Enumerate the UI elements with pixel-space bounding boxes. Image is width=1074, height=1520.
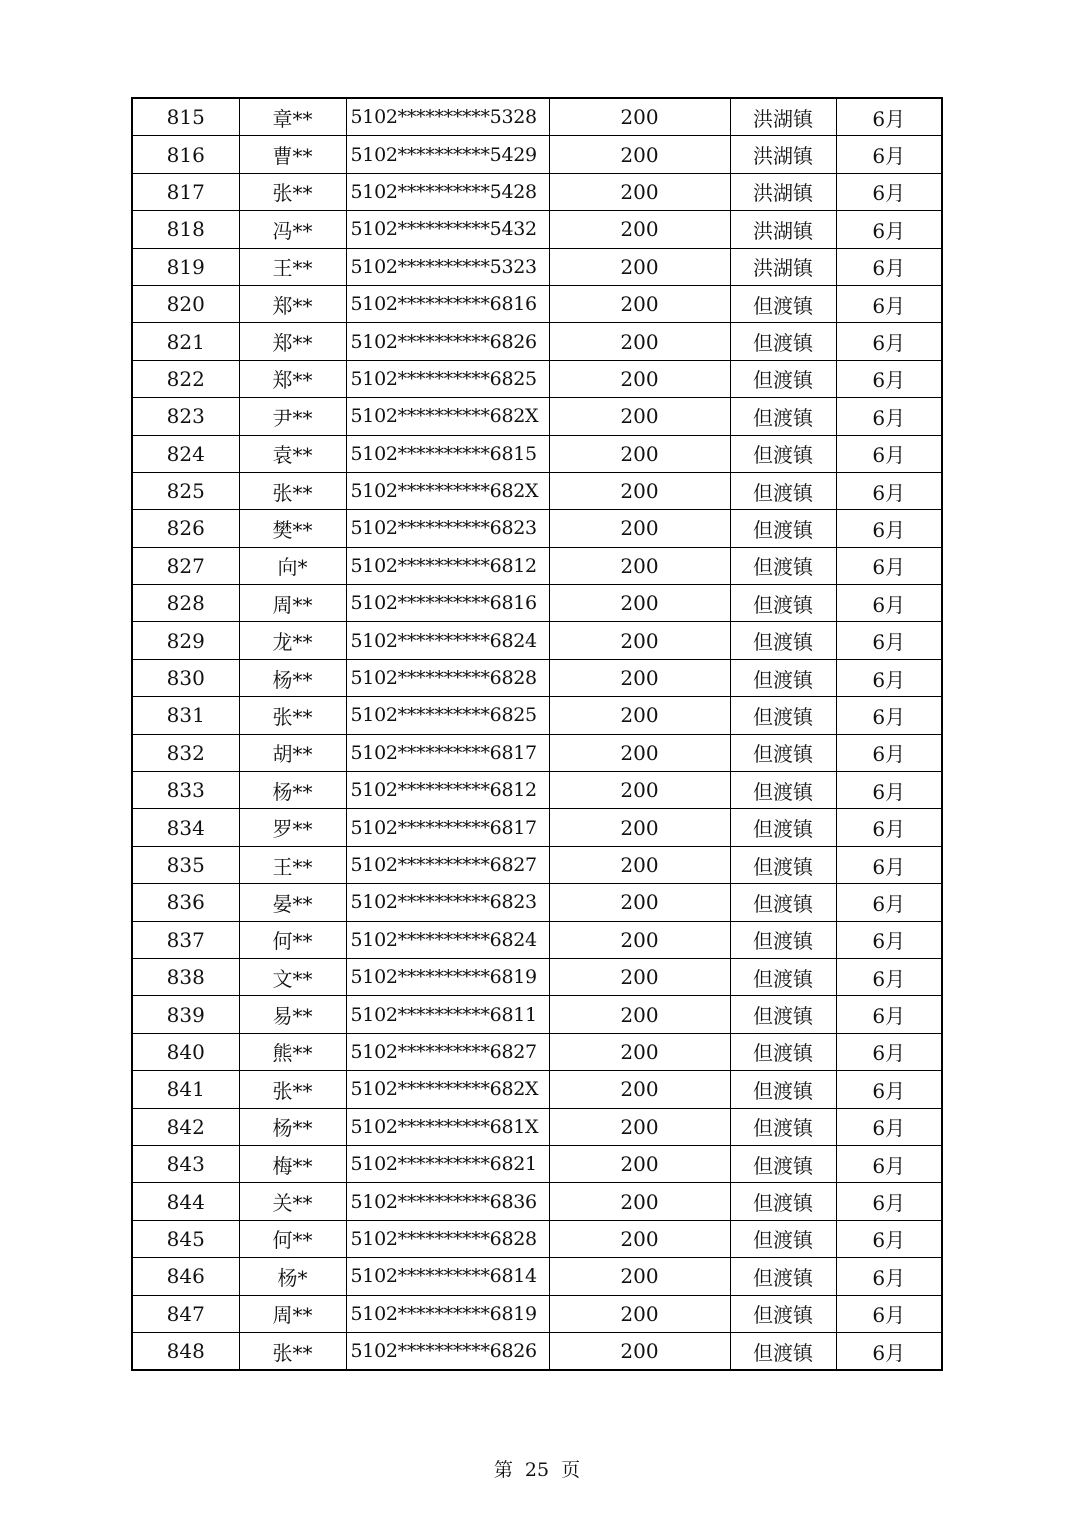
page-footer-suffix: 页 — [561, 1459, 581, 1481]
month-cell: 6月 — [836, 173, 942, 210]
town-cell: 但渡镇 — [730, 1332, 836, 1370]
table-row — [132, 996, 942, 1033]
name-cell: 张** — [239, 1332, 346, 1370]
town-cell: 但渡镇 — [730, 285, 836, 322]
name-cell: 张** — [239, 1071, 346, 1108]
id-number-cell: 5102**********6811 — [346, 996, 549, 1033]
amount-cell: 200 — [549, 1071, 730, 1108]
seq-cell: 816 — [132, 136, 239, 173]
table-row — [132, 360, 942, 397]
table-row — [132, 173, 942, 210]
amount-cell: 200 — [549, 958, 730, 995]
table-row — [132, 510, 942, 547]
table-row — [132, 772, 942, 809]
seq-cell: 826 — [132, 510, 239, 547]
town-cell: 但渡镇 — [730, 846, 836, 883]
month-cell: 6月 — [836, 772, 942, 809]
table-row — [132, 958, 942, 995]
table-row — [132, 435, 942, 472]
town-cell: 但渡镇 — [730, 734, 836, 771]
table-row — [132, 1332, 942, 1370]
id-number-cell: 5102**********6827 — [346, 846, 549, 883]
month-cell: 6月 — [836, 921, 942, 958]
name-cell: 熊** — [239, 1033, 346, 1070]
month-cell: 6月 — [836, 996, 942, 1033]
seq-cell: 843 — [132, 1145, 239, 1182]
table-row — [132, 1295, 942, 1332]
month-cell: 6月 — [836, 1108, 942, 1145]
seq-cell: 821 — [132, 323, 239, 360]
id-number-cell: 5102**********6826 — [346, 323, 549, 360]
month-cell: 6月 — [836, 323, 942, 360]
town-cell: 但渡镇 — [730, 1145, 836, 1182]
town-cell: 但渡镇 — [730, 772, 836, 809]
id-number-cell: 5102**********6825 — [346, 697, 549, 734]
name-cell: 向* — [239, 547, 346, 584]
town-cell: 但渡镇 — [730, 1258, 836, 1295]
id-number-cell: 5102**********5429 — [346, 136, 549, 173]
id-number-cell: 5102**********6819 — [346, 1295, 549, 1332]
name-cell: 郑** — [239, 323, 346, 360]
amount-cell: 200 — [549, 1145, 730, 1182]
month-cell: 6月 — [836, 1071, 942, 1108]
name-cell: 袁** — [239, 435, 346, 472]
month-cell: 6月 — [836, 884, 942, 921]
amount-cell: 200 — [549, 734, 730, 771]
name-cell: 王** — [239, 248, 346, 285]
seq-cell: 845 — [132, 1220, 239, 1257]
seq-cell: 840 — [132, 1033, 239, 1070]
month-cell: 6月 — [836, 734, 942, 771]
record-table-body — [132, 98, 942, 1370]
table-row — [132, 1220, 942, 1257]
seq-cell: 817 — [132, 173, 239, 210]
page-number: 25 — [524, 1459, 550, 1481]
seq-cell: 815 — [132, 98, 239, 136]
name-cell: 尹** — [239, 398, 346, 435]
month-cell: 6月 — [836, 1145, 942, 1182]
town-cell: 洪湖镇 — [730, 211, 836, 248]
month-cell: 6月 — [836, 1258, 942, 1295]
amount-cell: 200 — [549, 697, 730, 734]
id-number-cell: 5102**********6825 — [346, 360, 549, 397]
seq-cell: 848 — [132, 1332, 239, 1370]
name-cell: 关** — [239, 1183, 346, 1220]
month-cell: 6月 — [836, 1332, 942, 1370]
table-row — [132, 98, 942, 136]
month-cell: 6月 — [836, 622, 942, 659]
month-cell: 6月 — [836, 510, 942, 547]
id-number-cell: 5102**********5432 — [346, 211, 549, 248]
name-cell: 周** — [239, 585, 346, 622]
id-number-cell: 5102**********682X — [346, 398, 549, 435]
month-cell: 6月 — [836, 1183, 942, 1220]
seq-cell: 818 — [132, 211, 239, 248]
amount-cell: 200 — [549, 884, 730, 921]
table-row — [132, 285, 942, 322]
seq-cell: 835 — [132, 846, 239, 883]
name-cell: 章** — [239, 98, 346, 136]
seq-cell: 819 — [132, 248, 239, 285]
table-row — [132, 1071, 942, 1108]
seq-cell: 827 — [132, 547, 239, 584]
table-row — [132, 921, 942, 958]
amount-cell: 200 — [549, 585, 730, 622]
amount-cell: 200 — [549, 1183, 730, 1220]
town-cell: 但渡镇 — [730, 323, 836, 360]
amount-cell: 200 — [549, 846, 730, 883]
name-cell: 王** — [239, 846, 346, 883]
seq-cell: 822 — [132, 360, 239, 397]
town-cell: 但渡镇 — [730, 697, 836, 734]
amount-cell: 200 — [549, 1258, 730, 1295]
seq-cell: 837 — [132, 921, 239, 958]
town-cell: 洪湖镇 — [730, 98, 836, 136]
id-number-cell: 5102**********6815 — [346, 435, 549, 472]
month-cell: 6月 — [836, 360, 942, 397]
town-cell: 但渡镇 — [730, 435, 836, 472]
amount-cell: 200 — [549, 1108, 730, 1145]
id-number-cell: 5102**********6812 — [346, 772, 549, 809]
table-row — [132, 1108, 942, 1145]
record-table — [131, 97, 943, 1371]
town-cell: 但渡镇 — [730, 622, 836, 659]
id-number-cell: 5102**********6824 — [346, 622, 549, 659]
page-footer-prefix: 第 — [493, 1459, 513, 1481]
table-row — [132, 211, 942, 248]
id-number-cell: 5102**********6828 — [346, 659, 549, 696]
id-number-cell: 5102**********6823 — [346, 884, 549, 921]
amount-cell: 200 — [549, 472, 730, 509]
name-cell: 张** — [239, 472, 346, 509]
table-row — [132, 248, 942, 285]
name-cell: 郑** — [239, 360, 346, 397]
town-cell: 但渡镇 — [730, 921, 836, 958]
table-row — [132, 697, 942, 734]
month-cell: 6月 — [836, 547, 942, 584]
amount-cell: 200 — [549, 323, 730, 360]
amount-cell: 200 — [549, 659, 730, 696]
seq-cell: 838 — [132, 958, 239, 995]
seq-cell: 820 — [132, 285, 239, 322]
amount-cell: 200 — [549, 360, 730, 397]
id-number-cell: 5102**********5428 — [346, 173, 549, 210]
seq-cell: 846 — [132, 1258, 239, 1295]
seq-cell: 833 — [132, 772, 239, 809]
id-number-cell: 5102**********682X — [346, 472, 549, 509]
table-row — [132, 398, 942, 435]
amount-cell: 200 — [549, 1033, 730, 1070]
id-number-cell: 5102**********6823 — [346, 510, 549, 547]
id-number-cell: 5102**********5323 — [346, 248, 549, 285]
town-cell: 但渡镇 — [730, 996, 836, 1033]
town-cell: 但渡镇 — [730, 360, 836, 397]
amount-cell: 200 — [549, 510, 730, 547]
id-number-cell: 5102**********6821 — [346, 1145, 549, 1182]
amount-cell: 200 — [549, 1332, 730, 1370]
id-number-cell: 5102**********681X — [346, 1108, 549, 1145]
seq-cell: 836 — [132, 884, 239, 921]
id-number-cell: 5102**********6812 — [346, 547, 549, 584]
month-cell: 6月 — [836, 1295, 942, 1332]
month-cell: 6月 — [836, 285, 942, 322]
seq-cell: 834 — [132, 809, 239, 846]
id-number-cell: 5102**********6828 — [346, 1220, 549, 1257]
id-number-cell: 5102**********6816 — [346, 285, 549, 322]
month-cell: 6月 — [836, 98, 942, 136]
town-cell: 但渡镇 — [730, 547, 836, 584]
seq-cell: 830 — [132, 659, 239, 696]
table-row — [132, 622, 942, 659]
seq-cell: 823 — [132, 398, 239, 435]
table-row — [132, 472, 942, 509]
seq-cell: 824 — [132, 435, 239, 472]
seq-cell: 832 — [132, 734, 239, 771]
town-cell: 但渡镇 — [730, 659, 836, 696]
month-cell: 6月 — [836, 585, 942, 622]
name-cell: 张** — [239, 173, 346, 210]
table-row — [132, 1145, 942, 1182]
amount-cell: 200 — [549, 435, 730, 472]
month-cell: 6月 — [836, 472, 942, 509]
month-cell: 6月 — [836, 398, 942, 435]
amount-cell: 200 — [549, 921, 730, 958]
amount-cell: 200 — [549, 211, 730, 248]
table-row — [132, 1183, 942, 1220]
seq-cell: 828 — [132, 585, 239, 622]
month-cell: 6月 — [836, 211, 942, 248]
id-number-cell: 5102**********6814 — [346, 1258, 549, 1295]
name-cell: 何** — [239, 921, 346, 958]
amount-cell: 200 — [549, 622, 730, 659]
month-cell: 6月 — [836, 659, 942, 696]
id-number-cell: 5102**********682X — [346, 1071, 549, 1108]
amount-cell: 200 — [549, 1295, 730, 1332]
amount-cell: 200 — [549, 173, 730, 210]
town-cell: 洪湖镇 — [730, 173, 836, 210]
name-cell: 龙** — [239, 622, 346, 659]
name-cell: 郑** — [239, 285, 346, 322]
id-number-cell: 5102**********6836 — [346, 1183, 549, 1220]
town-cell: 但渡镇 — [730, 398, 836, 435]
amount-cell: 200 — [549, 772, 730, 809]
name-cell: 罗** — [239, 809, 346, 846]
seq-cell: 842 — [132, 1108, 239, 1145]
name-cell: 曹** — [239, 136, 346, 173]
month-cell: 6月 — [836, 846, 942, 883]
id-number-cell: 5102**********6817 — [346, 809, 549, 846]
page-footer — [0, 1455, 1074, 1482]
town-cell: 但渡镇 — [730, 585, 836, 622]
town-cell: 但渡镇 — [730, 472, 836, 509]
amount-cell: 200 — [549, 285, 730, 322]
amount-cell: 200 — [549, 547, 730, 584]
town-cell: 但渡镇 — [730, 1033, 836, 1070]
name-cell: 杨** — [239, 659, 346, 696]
town-cell: 但渡镇 — [730, 1108, 836, 1145]
table-row — [132, 547, 942, 584]
month-cell: 6月 — [836, 248, 942, 285]
town-cell: 但渡镇 — [730, 884, 836, 921]
amount-cell: 200 — [549, 136, 730, 173]
name-cell: 周** — [239, 1295, 346, 1332]
seq-cell: 839 — [132, 996, 239, 1033]
amount-cell: 200 — [549, 248, 730, 285]
month-cell: 6月 — [836, 136, 942, 173]
id-number-cell: 5102**********6819 — [346, 958, 549, 995]
table-row — [132, 1258, 942, 1295]
month-cell: 6月 — [836, 1220, 942, 1257]
id-number-cell: 5102**********6824 — [346, 921, 549, 958]
month-cell: 6月 — [836, 809, 942, 846]
town-cell: 但渡镇 — [730, 809, 836, 846]
town-cell: 但渡镇 — [730, 510, 836, 547]
id-number-cell: 5102**********6817 — [346, 734, 549, 771]
town-cell: 但渡镇 — [730, 1295, 836, 1332]
name-cell: 文** — [239, 958, 346, 995]
id-number-cell: 5102**********6816 — [346, 585, 549, 622]
seq-cell: 847 — [132, 1295, 239, 1332]
seq-cell: 844 — [132, 1183, 239, 1220]
name-cell: 易** — [239, 996, 346, 1033]
month-cell: 6月 — [836, 958, 942, 995]
amount-cell: 200 — [549, 98, 730, 136]
seq-cell: 841 — [132, 1071, 239, 1108]
name-cell: 杨* — [239, 1258, 346, 1295]
town-cell: 洪湖镇 — [730, 248, 836, 285]
amount-cell: 200 — [549, 996, 730, 1033]
name-cell: 杨** — [239, 1108, 346, 1145]
table-row — [132, 884, 942, 921]
amount-cell: 200 — [549, 398, 730, 435]
name-cell: 张** — [239, 697, 346, 734]
town-cell: 洪湖镇 — [730, 136, 836, 173]
month-cell: 6月 — [836, 697, 942, 734]
town-cell: 但渡镇 — [730, 1071, 836, 1108]
month-cell: 6月 — [836, 435, 942, 472]
seq-cell: 825 — [132, 472, 239, 509]
seq-cell: 829 — [132, 622, 239, 659]
seq-cell: 831 — [132, 697, 239, 734]
table-row — [132, 734, 942, 771]
name-cell: 樊** — [239, 510, 346, 547]
id-number-cell: 5102**********6827 — [346, 1033, 549, 1070]
table-row — [132, 585, 942, 622]
name-cell: 何** — [239, 1220, 346, 1257]
table-row — [132, 136, 942, 173]
table-row — [132, 1033, 942, 1070]
amount-cell: 200 — [549, 1220, 730, 1257]
name-cell: 杨** — [239, 772, 346, 809]
table-row — [132, 846, 942, 883]
town-cell: 但渡镇 — [730, 1220, 836, 1257]
name-cell: 胡** — [239, 734, 346, 771]
table-row — [132, 809, 942, 846]
table-row — [132, 323, 942, 360]
town-cell: 但渡镇 — [730, 1183, 836, 1220]
id-number-cell: 5102**********5328 — [346, 98, 549, 136]
id-number-cell: 5102**********6826 — [346, 1332, 549, 1370]
name-cell: 晏** — [239, 884, 346, 921]
town-cell: 但渡镇 — [730, 958, 836, 995]
amount-cell: 200 — [549, 809, 730, 846]
name-cell: 梅** — [239, 1145, 346, 1182]
name-cell: 冯** — [239, 211, 346, 248]
month-cell: 6月 — [836, 1033, 942, 1070]
table-row — [132, 659, 942, 696]
